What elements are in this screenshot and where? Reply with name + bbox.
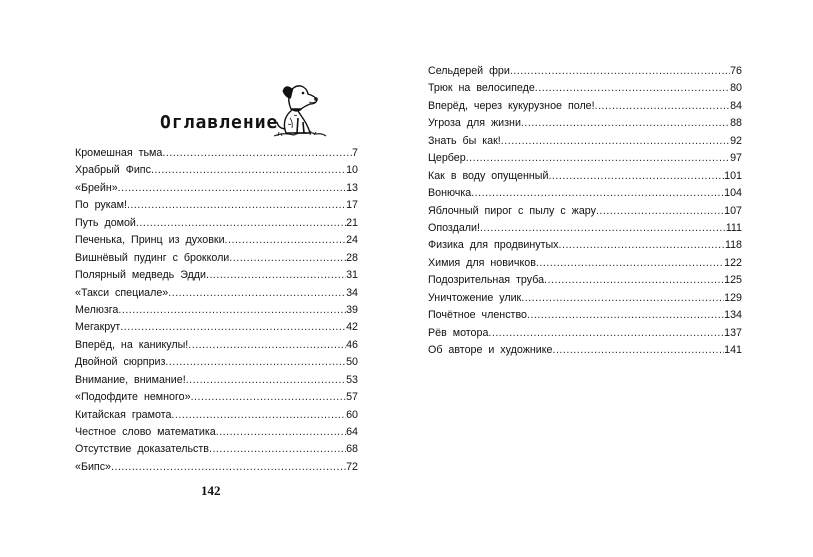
toc-leader (527, 307, 724, 324)
toc-entry[interactable] (75, 162, 358, 179)
toc-leader (596, 203, 724, 220)
toc-title: Оглавление (160, 112, 279, 133)
toc-entry[interactable] (75, 337, 358, 354)
toc-entry-page: 60 (346, 408, 358, 421)
toc-entry-page: 80 (730, 82, 742, 95)
toc-entry-title: «Подофдите немного» (75, 391, 191, 404)
toc-entry-title: Сельдерей фри (428, 65, 510, 77)
toc-entry-title: «Брейн» (75, 181, 118, 194)
toc-entry[interactable] (428, 185, 742, 202)
toc-entry[interactable] (75, 459, 358, 476)
toc-leader (151, 162, 346, 179)
toc-entry-title: Как в воду опущенный (428, 169, 549, 182)
toc-entry-page: 101 (724, 169, 742, 182)
toc-entry-title: Путь домой (75, 216, 136, 229)
left-page (0, 0, 406, 557)
toc-entry-page: 28 (346, 251, 358, 264)
toc-entry[interactable] (428, 98, 742, 115)
toc-entry-page: 10 (346, 164, 358, 177)
toc-entry-title: Опоздали! (428, 221, 480, 234)
toc-leader (111, 459, 346, 476)
right-page (407, 0, 813, 557)
toc-entry-title: «Такси специале» (75, 286, 169, 299)
toc-entry-page: 107 (724, 204, 742, 217)
toc-entry-page: 137 (724, 326, 742, 339)
toc-entry-title: Об авторе и художнике (428, 344, 553, 356)
toc-leader (559, 237, 725, 254)
toc-entry[interactable] (75, 441, 358, 458)
toc-leader (488, 325, 724, 342)
toc-entry-title: Мегакрут (75, 321, 121, 334)
toc-entry-title: Угроза для жизни (428, 117, 521, 130)
toc-entry-page: 84 (730, 99, 742, 112)
toc-entry-title: «Бипс» (75, 460, 112, 473)
dog-illustration (270, 78, 328, 140)
toc-entry[interactable] (75, 372, 358, 389)
toc-leader (120, 319, 346, 336)
toc-entry[interactable] (428, 220, 742, 237)
toc-entry-page: 50 (346, 356, 358, 369)
toc-entry[interactable] (428, 325, 742, 342)
toc-leader (188, 337, 346, 354)
toc-entry-page: 7 (352, 147, 358, 159)
toc-entry-title: По рукам! (75, 199, 127, 212)
toc-entry-title: Физика для продвинутых (428, 239, 559, 252)
toc-leader (118, 302, 346, 319)
page-number: 142 (201, 483, 221, 498)
toc-entry-page: 64 (346, 426, 358, 438)
toc-leader (471, 185, 724, 202)
toc-entry-page: 31 (346, 269, 358, 282)
toc-entry-page: 13 (346, 181, 358, 194)
toc-entry[interactable] (75, 302, 358, 319)
toc-entry-page: 118 (724, 239, 742, 252)
toc-entry[interactable] (428, 237, 742, 254)
toc-entry-title: Мелюзга (75, 303, 119, 316)
toc-entry-title: Храбрый Фипс (75, 164, 151, 177)
toc-entry[interactable] (428, 272, 742, 289)
toc-entry[interactable] (75, 407, 358, 424)
toc-entry[interactable] (75, 285, 358, 302)
toc-list-left (75, 145, 358, 476)
toc-leader (165, 354, 346, 371)
toc-leader (552, 342, 724, 359)
toc-entry-title: Уничтожение улик (428, 291, 522, 304)
toc-leader (229, 250, 346, 267)
toc-entry-title: Яблочный пирог с пылу с жару (428, 204, 596, 217)
toc-entry-page: 134 (724, 309, 742, 322)
toc-entry[interactable] (428, 150, 742, 167)
toc-leader (162, 145, 352, 162)
toc-entry[interactable] (75, 145, 358, 162)
toc-entry-page: 17 (346, 199, 358, 212)
toc-leader (216, 424, 346, 441)
toc-leader (186, 372, 346, 389)
toc-entry[interactable] (428, 203, 742, 220)
toc-entry-title: Китайская грамота (75, 408, 172, 421)
toc-entry-title: Подозрительная труба (428, 274, 545, 287)
toc-entry[interactable] (428, 115, 742, 132)
toc-entry[interactable] (75, 180, 358, 197)
toc-entry-title: Печенька, Принц из духовки (75, 234, 225, 247)
toc-entry-page: 39 (346, 303, 358, 316)
toc-entry-title: Вонючка (428, 187, 472, 200)
toc-leader (548, 168, 724, 185)
toc-entry-title: Кромешная тьма (75, 147, 163, 159)
toc-entry-page: 34 (346, 286, 358, 299)
toc-entry[interactable] (75, 319, 358, 336)
toc-leader (595, 98, 731, 115)
toc-leader (544, 272, 724, 289)
toc-entry[interactable] (428, 168, 742, 185)
toc-entry-page: 76 (730, 65, 742, 77)
toc-entry-title: Вперёд, через кукурузное поле! (428, 99, 595, 112)
toc-entry-page: 104 (724, 187, 742, 200)
toc-entry-title: Полярный медведь Эдди (75, 269, 206, 282)
toc-list-right (428, 63, 742, 359)
toc-entry[interactable] (75, 215, 358, 232)
toc-entry-title: Цербер (428, 152, 466, 165)
toc-header (158, 78, 328, 140)
toc-leader (466, 150, 730, 167)
toc-leader (136, 215, 346, 232)
toc-entry-page: 122 (724, 256, 742, 269)
toc-entry-page: 42 (346, 321, 358, 334)
toc-entry-title: Трюк на велосипеде (428, 82, 535, 95)
toc-entry-title: Внимание, внимание! (75, 373, 186, 386)
toc-entry-page: 125 (724, 274, 742, 287)
toc-entry-page: 97 (730, 152, 742, 165)
toc-entry[interactable] (75, 197, 358, 214)
toc-entry-page: 72 (346, 460, 358, 473)
toc-entry-page: 88 (730, 117, 742, 130)
toc-entry[interactable] (75, 250, 358, 267)
toc-entry-title: Химия для новичков (428, 256, 536, 269)
toc-entry-title: Отсутствие доказательств (75, 443, 209, 456)
toc-leader (127, 197, 346, 214)
toc-entry[interactable] (428, 133, 742, 150)
toc-leader (206, 267, 346, 284)
toc-entry[interactable] (75, 267, 358, 284)
toc-entry-page: 21 (346, 216, 358, 229)
toc-entry-page: 68 (346, 443, 358, 456)
toc-entry[interactable] (428, 63, 742, 80)
toc-leader (521, 290, 724, 307)
toc-entry[interactable] (75, 389, 358, 406)
toc-entry-title: Двойной сюрприз (75, 356, 166, 369)
toc-leader (536, 255, 724, 272)
toc-entry-page: 129 (724, 291, 742, 304)
toc-entry-page: 53 (346, 373, 358, 386)
toc-leader (480, 220, 726, 237)
toc-entry[interactable] (428, 255, 742, 272)
toc-entry[interactable] (75, 354, 358, 371)
toc-entry[interactable] (75, 424, 358, 441)
toc-entry-page: 111 (725, 221, 742, 234)
toc-leader (168, 285, 346, 302)
toc-entry-title: Вишнёвый пудинг с брокколи (75, 251, 230, 264)
toc-leader (171, 407, 346, 424)
toc-entry[interactable] (428, 290, 742, 307)
toc-entry[interactable] (428, 307, 742, 324)
toc-entry-title: Почётное членство (428, 309, 527, 322)
toc-leader (510, 63, 730, 80)
toc-leader (191, 389, 347, 406)
toc-entry-page: 57 (346, 391, 358, 404)
toc-entry-title: Рёв мотора (428, 326, 489, 339)
toc-entry-title: Честное слово математика (75, 426, 216, 438)
toc-entry-title: Знать бы как! (428, 134, 501, 147)
toc-entry-page: 92 (730, 134, 742, 147)
toc-entry-page: 24 (346, 234, 358, 247)
toc-leader (118, 180, 346, 197)
toc-entry-title: Вперёд, на каникулы! (75, 338, 189, 351)
toc-entry-page: 141 (724, 344, 742, 356)
toc-leader (209, 441, 346, 458)
toc-leader (501, 133, 730, 150)
toc-entry[interactable] (428, 342, 742, 359)
toc-entry-page: 46 (346, 338, 358, 351)
toc-leader (521, 115, 730, 132)
toc-leader (225, 232, 347, 249)
toc-entry[interactable] (428, 80, 742, 97)
toc-leader (535, 80, 730, 97)
toc-entry[interactable] (75, 232, 358, 249)
